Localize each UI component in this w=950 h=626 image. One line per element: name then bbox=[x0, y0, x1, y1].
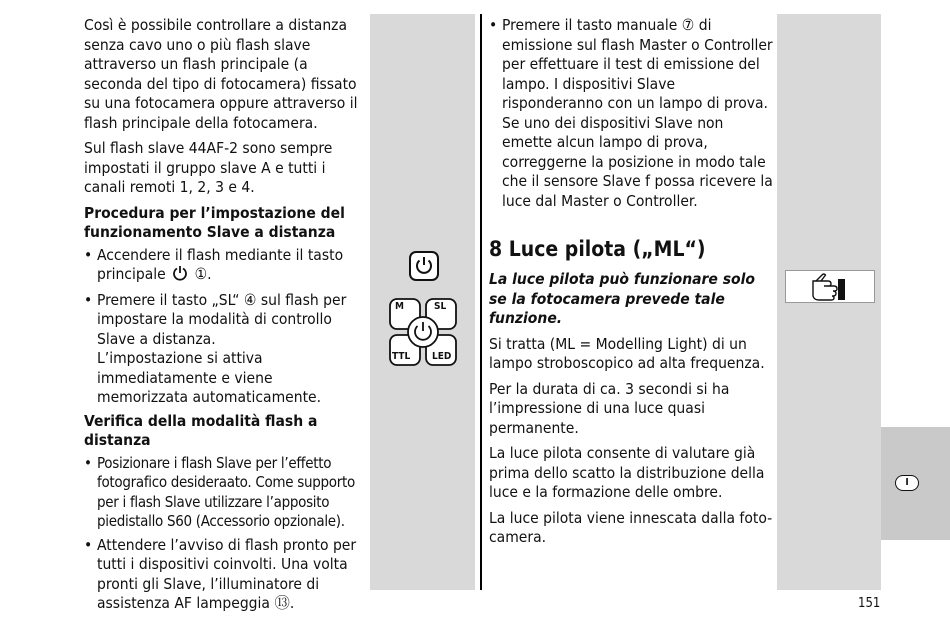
keypad-m-label: M bbox=[395, 301, 404, 312]
verify-list bbox=[84, 454, 366, 614]
left-column bbox=[84, 16, 366, 618]
test-list bbox=[489, 16, 775, 211]
intro-paragraph: Così è possibile controllare a distanza senza cavo uno o più flash slave attraverso un flash principale (a seconda del tipo di fotocamera) fissato su una fotocamera oppure attraverso il flash principale della fotocamera. bbox=[84, 16, 358, 132]
keypad-led-label: LED bbox=[432, 351, 452, 362]
modelling-light-paragraph: Si tratta (ML = Modelling Light) di un lampo stroboscopico ad alta frequenza. bbox=[489, 334, 765, 372]
modelling-light-paragraph: La luce pilota viene innescata dalla foto-camera. bbox=[489, 508, 773, 546]
list-item: • Attendere l’avviso di flash pronto per tutti i dispositivi coinvolti. Una volta pronti gli Slave, l’illuminatore di assistenza AF lampeggia ⑬. bbox=[84, 536, 366, 614]
right-column bbox=[489, 16, 775, 215]
power-icon bbox=[172, 265, 188, 287]
keypad-sl-label: SL bbox=[434, 301, 447, 312]
keypad-diagram bbox=[389, 298, 457, 366]
verify-heading: Verifica della modalità flash a distanza bbox=[84, 411, 318, 449]
modelling-light-block bbox=[489, 270, 775, 554]
procedure-list bbox=[84, 246, 366, 408]
procedure-heading: Procedura per l’impostazione del funzionamento Slave a distanza bbox=[84, 203, 345, 241]
pointing-hand-icon bbox=[786, 271, 874, 302]
modelling-light-note: La luce pilota può funzionare solo se la fotocamera prevede tale funzione. bbox=[489, 270, 755, 327]
column-divider bbox=[480, 14, 482, 590]
note-hand-box bbox=[785, 270, 875, 303]
power-button-icon bbox=[409, 251, 439, 285]
list-item: • Premere il tasto manuale ⑦ di emissione sul flash Master o Controller per effettuare il test di emissione del lampo. I dispositivi Slave risponderanno con un lampo di prova. Se uno dei dispositivi Slave non emette alcun lampo di prova, correggerne la posizione in modo tale che il sensore Slave f possa ricevere la luce dal Master o Controller. bbox=[489, 16, 775, 211]
ref-number: ⑬. bbox=[274, 594, 295, 612]
list-item: • Posizionare i flash Slave per l’effetto fotografico desideraato. Come supporto per i flash Slave utilizzare l’apposito piedistallo S60 (Accessorio opzionale). bbox=[84, 454, 366, 532]
ref-number: ①. bbox=[194, 265, 212, 283]
section-title: 8 Luce pilota („ML“) bbox=[489, 237, 706, 261]
page-number: 151 bbox=[858, 596, 881, 611]
keypad-ttl-label: TTL bbox=[392, 351, 411, 362]
modelling-light-paragraph: La luce pilota consente di valutare già prima dello scatto la distribuzione della luce e la formazione delle ombre. bbox=[489, 444, 765, 501]
list-item: • Premere il tasto „SL“ ④ sul flash per impostare la modalità di controllo Slave a distanza. L’impostazione si attiva immediatamente e viene memorizzata automaticamente. bbox=[84, 291, 366, 408]
slave-settings-paragraph: Sul flash slave 44AF-2 sono sempre impostati il gruppo slave A e tutti i canali remoti 1, 2, 3 e 4. bbox=[84, 139, 333, 196]
ref-number: ④ bbox=[243, 290, 257, 309]
language-indicator: I bbox=[895, 475, 919, 491]
modelling-light-paragraph: Per la durata di ca. 3 secondi si ha l’impressione di una luce quasi permanente. bbox=[489, 379, 730, 437]
ref-number: ⑦ bbox=[681, 16, 695, 34]
list-item: • Accendere il flash mediante il tasto principale ①. bbox=[84, 246, 366, 287]
